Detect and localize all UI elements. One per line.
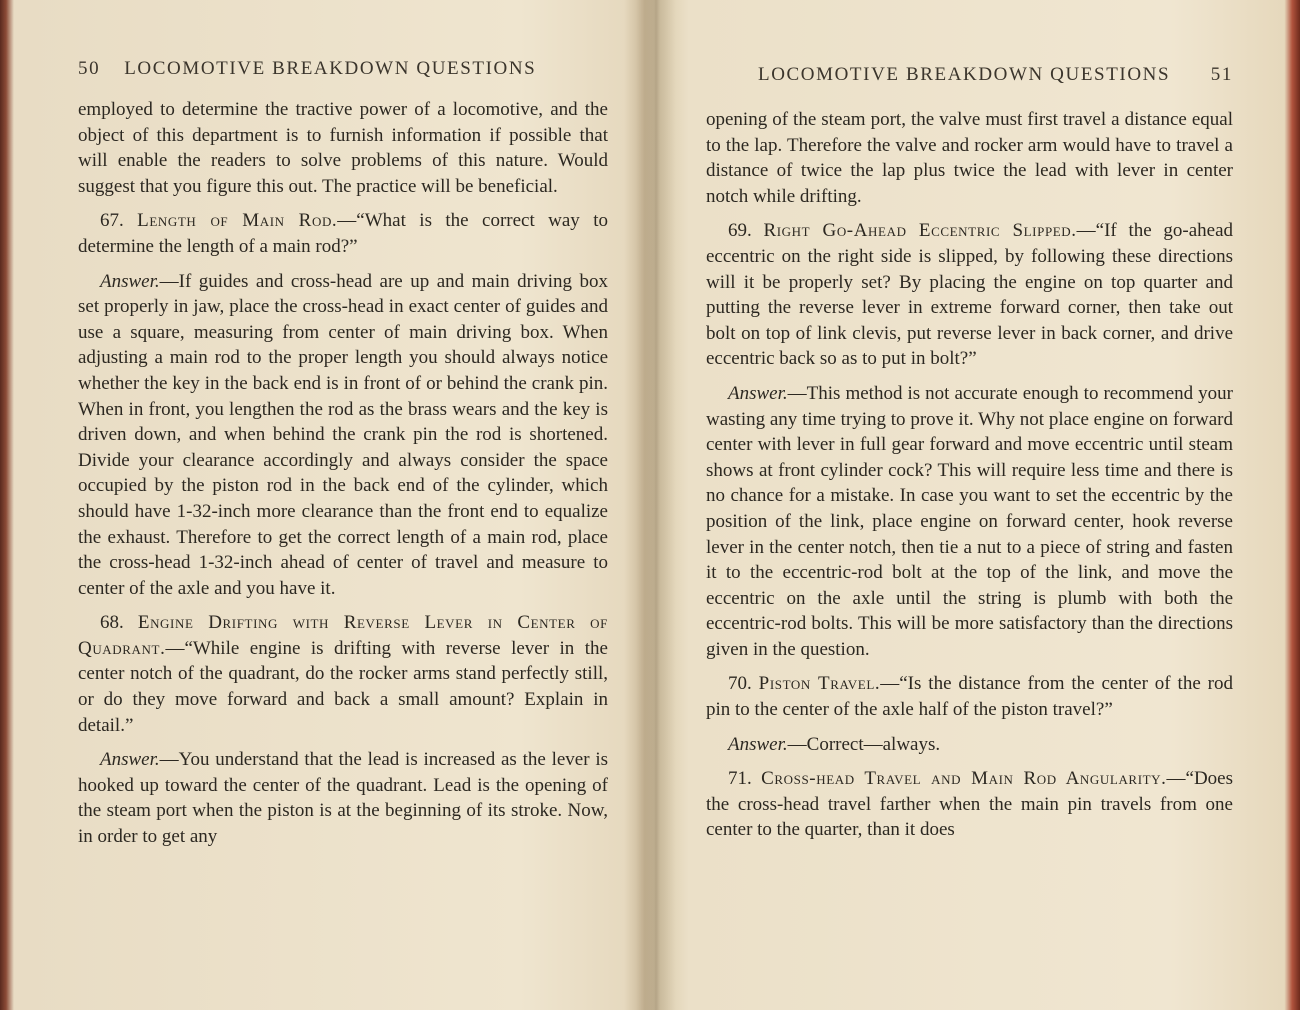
question-text: —“While engine is drifting with reverse lever in the center notch of the quadrant, do the rocker arms stand perfectly still, or do they move forward and back a small amount? Explain in detail.” [78,637,608,736]
answer-text: —Correct—always. [787,733,941,755]
right-running-head-title: LOCOMOTIVE BREAKDOWN QUESTIONS [758,64,1171,85]
answer-label: Answer. [100,749,160,771]
question-title: Piston Travel. [758,673,881,695]
right-page [706,0,1233,1010]
answer-70 [706,732,1233,758]
right-body [706,107,1233,852]
paragraph: employed to determine the tractive power of a locomotive, and the object of this department is to furnish information if possible that will enable the readers to solve problems of this nature. Would suggest that you figure this out. The practice will be beneficial. [78,99,608,197]
left-body [78,97,608,859]
question-text: —“What is the correct way to determine the length of a main rod?” [78,210,608,257]
question-70 [706,671,1233,722]
answer-text: —If guides and cross-head are up and main driving box set properly in jaw, place the cross-head in exact center of guides and use a square, measuring from center of main driving box. When adjusting a main rod to the proper length you should always notice whether the key in the back end is in front of or behind the crank pin. When in front, you lengthen the rod as the brass wears and the key is driven down, and when behind the crank pin the rod is shortened. Divide your clearance accordingly and always consider the space occupied by the piston rod in the back end of the cylinder, which should have 1-32-inch more clearance than the front end to equalize the exhaust. Therefore to get the correct length of a main rod, place the cross-head 1-32-inch ahead of center of travel and measure to center of the axle and you have it. [78,270,608,599]
question-number: 71. [728,768,752,790]
answer-label: Answer. [100,270,160,292]
question-title: Cross-head Travel and Main Rod Angularity. [761,768,1167,790]
question-title: Engine Drifting with Reverse Lever in Center of Quadrant. [78,612,608,659]
answer-label: Answer. [728,382,788,404]
question-title: Length of Main Rod. [137,210,338,232]
question-title: Right Go-Ahead Eccentric Slipped. [763,220,1077,242]
question-text: —“Is the distance from the center of the rod pin to the center of the axle half of the piston travel?” [706,673,1233,721]
question-number: 70. [728,673,752,695]
left-running-head [78,58,608,80]
answer-label: Answer. [728,733,788,755]
answer-69 [706,381,1233,663]
left-page [78,0,608,1010]
gutter-shadow [636,0,676,1010]
answer-67 [78,269,608,602]
question-69 [706,218,1233,372]
answer-text: —This method is not accurate enough to recommend your wasting any time trying to prove it. Why not place engine on forward center with lever in full gear forward and move eccentric until steam shows at front cylinder cock? This will require less time and there is no chance for a mistake. In case you want to set the eccentric by the position of the link, place engine on forward center, hook reverse lever in the center notch, then tie a nut to a piece of string and fasten it to the eccentric-rod bolt at the top of the link, and move the eccentric on the axle until the string is plumb with both the eccentric-rod bolts. This will be more satisfactory than the directions given in the question. [706,382,1233,660]
question-number: 68. [100,612,124,634]
answer-text: —You understand that the lead is increased as the lever is hooked up toward the center of the quadrant. Lead is the opening of the steam port when the piston is at the beginning of its stroke. Now, in order to get any [78,749,608,848]
question-text: —“If the go-ahead eccentric on the right side is slipped, by following these directions will it be properly set? By placing the engine on top quarter and putting the reverse lever in extreme forward corner, then take out bolt on top of link clevis, put reverse lever in back corner, and drive eccentric back so as to put in bolt?” [706,220,1234,370]
left-running-head-title: LOCOMOTIVE BREAKDOWN QUESTIONS [124,58,537,79]
question-68 [78,610,608,738]
left-page-number: 50 [78,58,101,79]
answer-68 [78,747,608,849]
question-number: 69. [728,220,752,242]
question-71 [706,766,1233,843]
question-67 [78,208,608,259]
right-page-number: 51 [1210,64,1233,85]
question-text: —“Does the cross-head travel farther when the main pin travels from one center to the quarter, than it does [706,768,1233,841]
paragraph: opening of the steam port, the valve must first travel a distance equal to the lap. Therefore the valve and rocker arm would have to travel a distance of twice the lap plus twice the lead with lever in center notch while drifting. [706,109,1233,207]
question-number: 67. [100,210,124,232]
